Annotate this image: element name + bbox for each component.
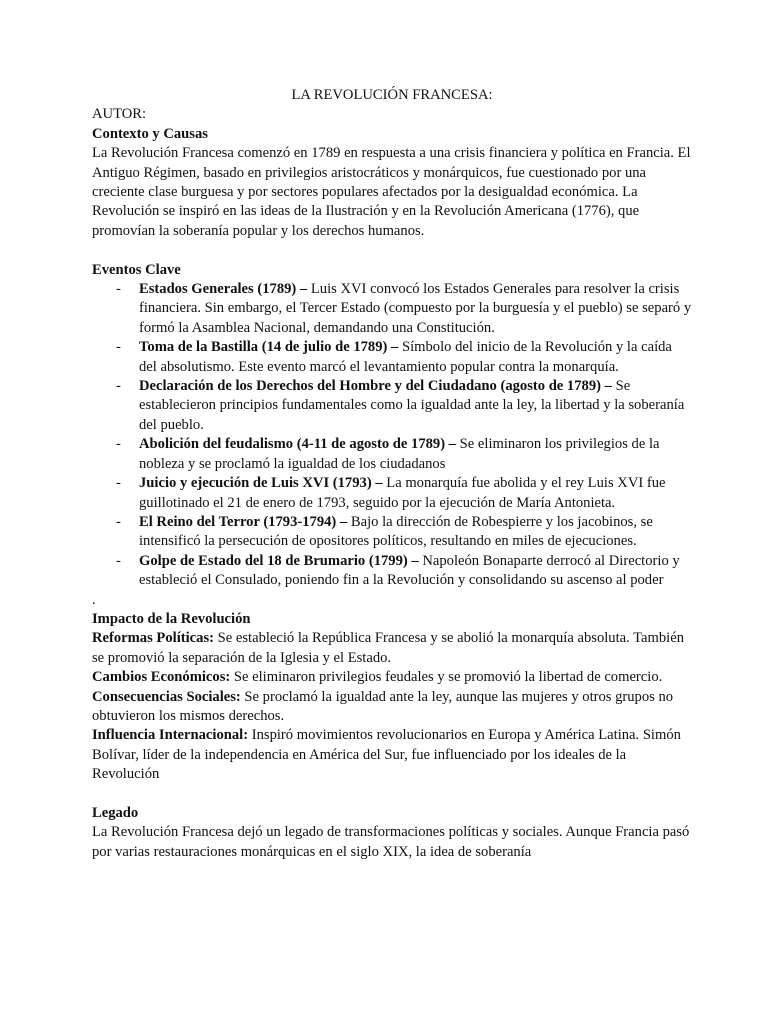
- list-item: [92, 552, 692, 591]
- impact-item: [92, 726, 692, 784]
- legacy-heading: Legado: [92, 805, 139, 821]
- impact-item: [92, 688, 692, 727]
- spacer: [92, 785, 692, 804]
- event-text: Se eliminaron los privilegios de la nobleza y se proclamó la igualdad de los ciudadanos: [139, 436, 660, 472]
- event-text: Se establecieron principios fundamentales como la igualdad ante la ley, la libertad y la soberanía del pueblo.: [139, 378, 685, 433]
- impact-text: Se estableció la República Francesa y se abolió la monarquía absoluta. También se promovió la separación de la Iglesia y el Estado.: [92, 630, 685, 666]
- bullet-dash: -: [116, 552, 121, 569]
- impact-label: Reformas Políticas:: [92, 630, 214, 647]
- impact-heading: Impacto de la Revolución: [92, 610, 251, 627]
- event-title: Abolición del feudalismo (4-11 de agosto de 1789) –: [139, 436, 457, 453]
- list-item: [92, 513, 692, 552]
- impact-label: Influencia Internacional:: [92, 727, 249, 744]
- document-title: LA REVOLUCIÓN FRANCESA:: [291, 87, 493, 103]
- event-text: Napoleón Bonaparte derrocó al Directorio y estableció el Consulado, poniendo fin a la Revolución y consolidando su ascenso al poder: [139, 552, 680, 589]
- event-title: Estados Generales (1789) –: [139, 281, 308, 298]
- trailing-period: .: [92, 591, 96, 608]
- list-item: [92, 280, 692, 338]
- impact-item: [92, 629, 692, 668]
- bullet-dash: -: [116, 339, 121, 356]
- legacy-paragraph: La Revolución Francesa dejó un legado de transformaciones políticas y sociales. Aunque Francia pasó por varias restauraciones monárquicas en el siglo XIX, la idea de soberanía: [92, 824, 690, 860]
- spacer: [92, 241, 692, 260]
- bullet-dash: -: [116, 436, 121, 453]
- list-item: [92, 474, 692, 513]
- event-text: Símbolo del inicio de la Revolución y la caída del absolutismo. Este evento marcó el levantamiento popular contra la monarquía.: [139, 339, 672, 375]
- event-text: Luis XVI convocó los Estados Generales para resolver la crisis financiera. Sin embargo, el Tercer Estado (compuesto por la burguesía y el pueblo) se separó y formó la Asamblea Nacional, demandando una Constitución.: [139, 281, 692, 336]
- author-label: AUTOR:: [92, 106, 147, 123]
- impact-text: Inspiró movimientos revolucionarios en Europa y América Latina. Simón Bolívar, líder de la independencia en América del Sur, fue influenciado por los ideales de la Revolución: [92, 727, 681, 783]
- bullet-dash: -: [116, 513, 121, 530]
- impact-label: Consecuencias Sociales:: [92, 688, 241, 705]
- event-text: La monarquía fue abolida y el rey Luis XVI fue guillotinado el 21 de enero de 1793, seguido por la ejecución de María Antonieta.: [139, 475, 666, 511]
- event-text: Bajo la dirección de Robespierre y los jacobinos, se intensificó la persecución de opositores políticos, resultando en miles de ejecuciones.: [139, 513, 653, 550]
- event-title: Declaración de los Derechos del Hombre y del Ciudadano (agosto de 1789) –: [139, 378, 612, 395]
- list-item: [92, 338, 692, 377]
- bullet-dash: -: [116, 378, 121, 395]
- event-title: El Reino del Terror (1793-1794) –: [139, 513, 348, 530]
- bullet-dash: -: [116, 281, 121, 298]
- event-title: Golpe de Estado del 18 de Brumario (1799) –: [139, 552, 419, 569]
- list-item: [92, 377, 692, 435]
- events-list: [92, 280, 692, 591]
- list-item: [92, 435, 692, 474]
- context-heading: Contexto y Causas: [92, 125, 208, 142]
- document-page: [92, 86, 692, 862]
- events-heading: Eventos Clave: [92, 261, 181, 278]
- context-paragraph: La Revolución Francesa comenzó en 1789 en respuesta a una crisis financiera y política en Francia. El Antiguo Régimen, basado en privilegios aristocráticos y monárquicos, fue cuestionado por una creciente clase burguesa y por sectores populares afectados por la desigualdad económica. La Revolución se inspiró en las ideas de la Ilustración y en la Revolución Americana (1776), que promovían la soberanía popular y los derechos humanos.: [92, 145, 691, 239]
- impact-item: [92, 668, 692, 687]
- impact-text: Se eliminaron privilegios feudales y se promovió la libertad de comercio.: [230, 669, 663, 686]
- impact-text: Se proclamó la igualdad ante la ley, aunque las mujeres y otros grupos no obtuvieron los mismos derechos.: [92, 688, 674, 724]
- event-title: Toma de la Bastilla (14 de julio de 1789) –: [139, 339, 399, 356]
- event-title: Juicio y ejecución de Luis XVI (1793) –: [139, 475, 383, 492]
- bullet-dash: -: [116, 475, 121, 492]
- impact-label: Cambios Económicos:: [92, 669, 231, 686]
